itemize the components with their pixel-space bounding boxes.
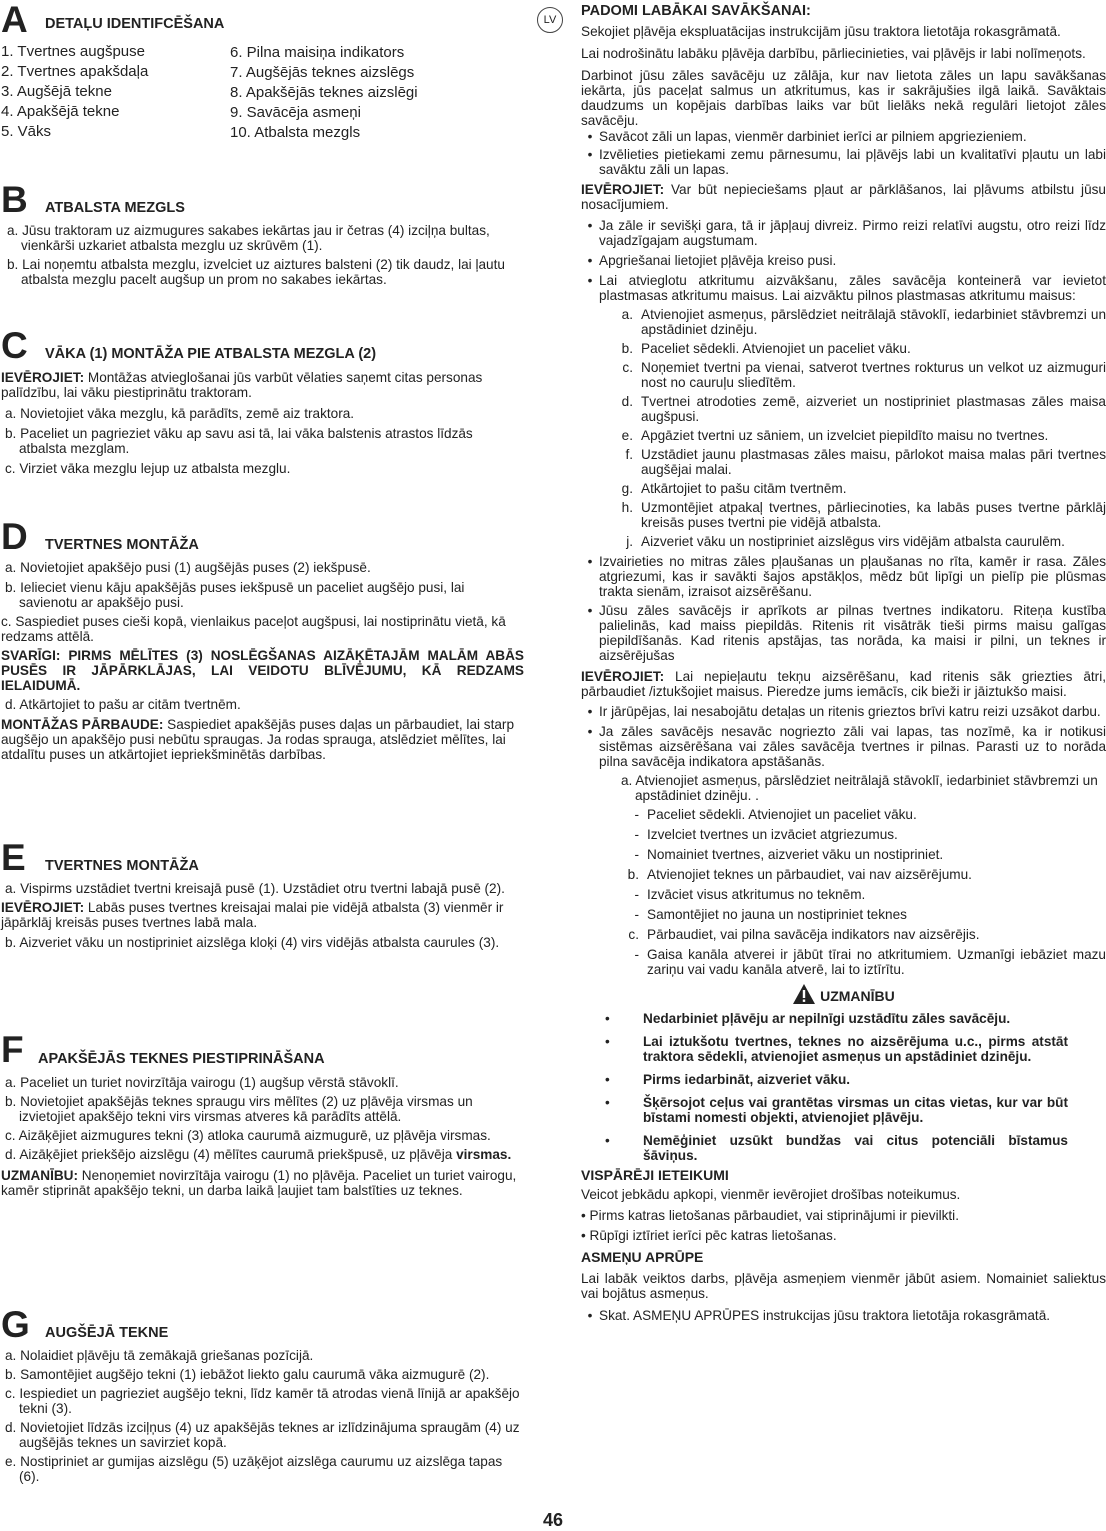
note-text: Montāžas atvieglošanai jūs varbūt vēlaties saņemt citas personas palīdzību, lai vāku piestiprinātu traktoram. xyxy=(1,370,483,400)
caution-item: • Šķērsojot ceļus vai grantētas virsmas un citas vietas, kur var būt bīstami nomesti objekti, atvienojiet pļāvēju. xyxy=(605,1095,1068,1125)
section-title: VĀKA (1) MONTĀŽA PIE ATBALSTA MEZGLA (2) xyxy=(45,346,377,362)
step-item: d. Tvertnei atrodoties zemē, aizveriet un nostipriniet plastmasas zāles maisa augšpusi. xyxy=(621,394,1106,424)
step-item: g. Atkārtojiet to pašu citām tvertnēm. xyxy=(621,481,847,496)
section-a-header xyxy=(0,0,528,40)
step-text-bold: virsmas. xyxy=(456,1147,512,1162)
section-title: APAKŠĒJĀS TEKNES PIESTIPRINĀŠANA xyxy=(38,1051,325,1067)
bullet-item: • Izvairieties no mitras zāles pļaušanas un pļaušanas no rīta, kamēr ir rasa. Zāles atgriezumi, kas ir savākti šajos apstākļos, mēdz būt lipīgi un pielīp pie plūsmas trakta sienām, izraisot aizsērēšanu. xyxy=(587,554,1106,599)
section-e-body xyxy=(1,881,523,950)
step-item: b. Samontējiet augšējo tekni (1) iebāžot liekto galu caurumā vāka aizmugurē (2). xyxy=(5,1367,490,1382)
step-item: b. Paceliet sēdekli. Atvienojiet un paceliet vāku. xyxy=(621,341,911,356)
section-e-header xyxy=(0,838,528,878)
page-number: 46 xyxy=(542,1510,564,1530)
step-item xyxy=(1,1147,524,1162)
clog-step: a. Atvienojiet asmeņus, pārslēdziet neitrālajā stāvoklī, iedarbiniet stāvbremzi un apstādiniet dzinēju. . xyxy=(621,773,1098,803)
step-item: j. Aizveriet vāku un nostipriniet aizslēgus virs vidējām atbalsta caurulēm. xyxy=(626,534,1065,549)
section-c-body xyxy=(1,370,523,476)
part-item: 7. Augšējās teknes aizslēgs xyxy=(230,64,415,81)
step-item: e. Nostipriniet ar gumijas aizslēgu (5) uzāķējot aizslēga caurumu uz aizslēga tapas (6). xyxy=(5,1454,503,1484)
tips-block xyxy=(581,3,1106,1323)
section-letter: A xyxy=(1,0,28,40)
paragraph: Darbinot jūsu zāles savācēju uz zālāja, kur nav lietota zāles un lapu savākšanas iekārta, jūs paceļat salmus un atkritumus, kas ir sakrājušies ilgā laikā. Savāktais daudzums un kopējais darbības laiks var būt lielāks nekā regulāri lietojot zāles savācēju. xyxy=(581,68,1106,128)
section-f-header xyxy=(0,1030,528,1070)
section-letter: G xyxy=(1,1304,30,1345)
step-item: b. Aizveriet vāku un nostipriniet aizslēga kloķi (4) virs vidējās atbalsta caurules (3). xyxy=(5,935,500,950)
caution-item: • Nemēģiniet uzsūkt bundžas vai citus potenciāli bīstamus šāviņus. xyxy=(605,1133,1068,1163)
clog-item: - Nomainiet tvertnes, aizveriet vāku un nostipriniet. xyxy=(634,847,944,862)
section-letter: F xyxy=(1,1029,24,1070)
note-label: IEVĒROJIET: xyxy=(581,669,665,684)
note-text: Var būt nepieciešams pļaut ar pārklāšanos, lai pļāvums atbilstu jūsu nosacījumiem. xyxy=(581,182,1106,212)
clog-item: b. Atvienojiet teknes un pārbaudiet, vai nav aizsērējumu. xyxy=(627,867,972,882)
section-d-header xyxy=(0,517,528,557)
parts-list-right xyxy=(230,43,520,143)
step-item: d. Atkārtojiet to pašu ar citām tvertnēm. xyxy=(5,697,241,712)
section-title: TVERTNES MONTĀŽA xyxy=(45,537,199,553)
bullet-item: • Skat. ASMEŅU APRŪPES instrukcijas jūsu traktora lietotāja rokasgrāmatā. xyxy=(587,1308,1051,1323)
bullet-item: • Apgriešanai lietojiet pļāvēja kreiso pusi. xyxy=(587,253,837,268)
part-item: 4. Apakšējā tekne xyxy=(1,103,120,120)
note-label: IEVĒROJIET: xyxy=(581,182,665,197)
clog-item: - Gaisa kanāla atverei ir jābūt tīrai no atkritumiem. Uzmanīgi iebāziet mazu zariņu vai vadu kanāla atverē, lai to iztīrītu. xyxy=(634,947,1106,977)
step-item: a. Novietojiet apakšējo pusi (1) augšējās puses (2) iekšpusē. xyxy=(5,560,371,575)
list-item: • Pirms katras lietošanas pārbaudiet, vai stiprinājumi ir pievilkti. xyxy=(581,1208,959,1223)
step-item: b. Novietojiet apakšējās teknes spraugu virs mēlītes (2) uz pļāvēja virsmas un izvietojiet apakšējo tekni virs virsmas atveres kā parādīts attēlā. xyxy=(5,1094,473,1124)
language-badge: LV xyxy=(537,7,563,33)
general-heading: VISPĀRĒJI IETEIKUMI xyxy=(581,1167,729,1183)
step-item: a. Jūsu traktoram uz aizmugures sakabes iekārtas jau ir četras (4) izciļņa bultas, vienkārši uzkariet atbalsta mezglu uz skrūvēm (1). xyxy=(7,223,490,253)
step-item: b. Lai noņemtu atbalsta mezglu, izvelciet uz aiztures balsteni (2) tik daudz, lai ļautu atbalsta mezglu pacelt augšup un prom no sakabes iekārtas. xyxy=(7,257,505,287)
step-item: b. Paceliet un pagrieziet vāku ap savu asi tā, lai vāka balstenis atrastos līdzās atbalsta mezglam. xyxy=(5,426,473,456)
bag-steps xyxy=(581,307,1106,549)
step-item: h. Uzmontējiet atpakaļ tvertnes, pārliecinoties, ka labās puses tvertne pārklāj kreisās puses tvertni pie vidējā atbalsta. xyxy=(621,500,1106,530)
note xyxy=(581,182,1106,212)
list-item: • Rūpīgi iztīriet ierīci pēc katras lietošanas. xyxy=(581,1228,837,1243)
caution-note xyxy=(1,1168,524,1198)
section-letter: E xyxy=(1,837,26,878)
bullet-item: • Lai atvieglotu atkritumu aizvākšanu, zāles savācēja konteinerā var ievietot plastmasas atkritumu maisus. Lai aizvāktu pilnos plastmasas atkritumu maisus: xyxy=(587,273,1106,303)
paragraph: Lai labāk veiktos darbs, pļāvēja asmeņiem vienmēr jābūt asiem. Nomainiet saliektus vai bojātus asmeņus. xyxy=(581,1271,1106,1301)
clog-item: - Samontējiet no jauna un nostipriniet teknes xyxy=(634,907,907,922)
part-item: 3. Augšējā tekne xyxy=(1,83,112,100)
clog-item: - Izvelciet tvertnes un izvāciet atgriezumus. xyxy=(634,827,898,842)
section-b-header xyxy=(0,180,528,220)
caution-item: • Nedarbiniet pļāvēju ar nepilnīgi uzstādītu zāles savācēju. xyxy=(605,1011,1011,1026)
note xyxy=(581,669,1106,699)
section-d-body xyxy=(1,560,524,762)
part-item: 10. Atbalsta mezgls xyxy=(230,124,361,141)
bullet-item: • Ja zāles savācējs nesavāc nogriezto zāli vai lapas, tas nozīmē, ka ir notikusi sistēmas aizsērēšana vai zāles savācēja tvertnes ir pilnas. Parasti uz to norāda pilna savācēja indikatora apstāšanās. xyxy=(587,724,1106,769)
warning-icon xyxy=(792,983,816,1005)
blade-heading: ASMEŅU APRŪPE xyxy=(581,1249,704,1265)
clog-item: - Izvāciet visus atkritumus no teknēm. xyxy=(634,887,866,902)
step-item: b. Ielieciet vienu kāju apakšējās puses iekšpusē un paceliet augšējo pusi, lai savienotu ar apakšējo pusi. xyxy=(5,580,465,610)
part-item: 2. Tvertnes apakšdaļa xyxy=(1,63,149,80)
step-item: a. Novietojiet vāka mezglu, kā parādīts, zemē aiz traktora. xyxy=(5,406,355,421)
caution-item: • Pirms iedarbināt, aizveriet vāku. xyxy=(605,1072,851,1087)
tips-heading: PADOMI LABĀKAI SAVĀKŠANAI: xyxy=(581,3,811,19)
note-text: Labās puses tvertnes kreisajai malai pie vidējā atbalsta (3) vienmēr ir jāpārklāj kreisās puses tvertnes labā mala. xyxy=(1,900,504,930)
section-title: AUGŠĒJĀ TEKNE xyxy=(45,1325,169,1341)
paragraph: Lai nodrošinātu labāku pļāvēja darbību, pārliecinieties, vai pļāvējs ir labi nolīmeņots. xyxy=(581,46,1086,61)
section-title: ATBALSTA MEZGLS xyxy=(45,200,185,216)
caution-item: • Lai iztukšotu tvertnes, teknes no aizsērējuma u.c., pirms atstāt traktora sēdekli, atvienojiet asmeņus un apstādiniet dzinēju. xyxy=(605,1034,1068,1064)
paragraph: Veicot jebkādu apkopi, vienmēr ievērojiet drošības noteikumus. xyxy=(581,1187,961,1202)
section-g-header xyxy=(0,1305,528,1345)
note xyxy=(1,370,523,400)
caution-title: UZMANĪBU xyxy=(581,983,1106,1005)
part-item: 8. Apakšējās teknes aizslēgi xyxy=(230,84,418,101)
clog-item: - Paceliet sēdekli. Atvienojiet un paceliet vāku. xyxy=(634,807,917,822)
parts-list-left xyxy=(1,42,221,142)
section-letter: C xyxy=(1,325,28,366)
step-item: c. Virziet vāka mezglu lejup uz atbalsta mezglu. xyxy=(5,461,291,476)
part-item: 9. Savācēja asmeņi xyxy=(230,104,361,121)
note xyxy=(1,900,523,930)
note-label: IEVĒROJIET: xyxy=(1,900,85,915)
note-label: IEVĒROJIET: xyxy=(1,370,85,385)
section-c-header xyxy=(0,326,528,366)
section-title: TVERTNES MONTĀŽA xyxy=(45,858,199,874)
section-letter: D xyxy=(1,516,28,557)
clog-steps xyxy=(581,807,1106,977)
part-item: 1. Tvertnes augšpuse xyxy=(1,43,145,60)
bullet-item: • Savācot zāli un lapas, vienmēr darbiniet ierīci ar pilniem apgriezieniem. xyxy=(587,129,1027,144)
important-note: SVARĪGI: PIRMS MĒLĪTES (3) NOSLĒGŠANAS AIZĀĶĒTAJĀM MALĀM ABĀS PUSĒS IR JĀPĀRKLĀJAS, LAI VEIDOTU BLĪVĒJUMU, KĀ REDZAMS IELAIDUMĀ. xyxy=(1,648,524,693)
section-f-body xyxy=(1,1075,524,1198)
bullet-item: • Jūsu zāles savācējs ir aprīkots ar pilnas tvertnes indikatoru. Riteņa kustība palielinās, kad maiss piepildās. Ritenis rit visātrāk tieši pirms maisu galīgas piepildīšanās. Kad ritenis apstājas, tas norāda, ka maisi ir pilni, un teknes ir aizsērējušas xyxy=(587,603,1106,663)
step-item: a. Atvienojiet asmeņus, pārslēdziet neitrālajā stāvoklī, iedarbiniet stāvbremzi un apstādiniet dzinēju. xyxy=(621,307,1106,337)
step-item: a. Nolaidiet pļāvēju tā zemākajā griešanas pozīcijā. xyxy=(5,1348,314,1363)
step-item: f. Uzstādiet jaunu plastmasas zāles maisu, pārlokot maisa malas pāri tvertnes augšējai malai. xyxy=(625,447,1106,477)
step-item: e. Apgāziet tvertni uz sāniem, un izvelciet piepildīto maisu no tvertnes. xyxy=(621,428,1049,443)
bullet-item: • Ir jārūpējas, lai nesabojātu detaļas un ritenis grieztos brīvi katru reizi uzsākot darbu. xyxy=(587,704,1101,719)
part-item: 5. Vāks xyxy=(1,123,52,140)
caution-label: UZMANĪBU: xyxy=(1,1168,79,1183)
paragraph: Sekojiet pļāvēja ekspluatācijas instrukcijām jūsu traktora lietotāja rokasgrāmatā. xyxy=(581,24,1061,39)
step-item: d. Novietojiet līdzās izciļņus (4) uz apakšējās teknes ar izlīdzinājuma spraugām (4) uz augšējās teknes un savirziet kopā. xyxy=(5,1420,520,1450)
check-text: Saspiediet apakšējās puses daļas un pārbaudiet, lai starp augšējo un apakšējo pusi nebūtu spraugas. Ja rodas sprauga, atslēdziet mēlītes, lai atdalītu puses un atkārtojiet iepriekšminētās darbības. xyxy=(1,717,515,762)
step-item: a. Paceliet un turiet novirzītāja vairogu (1) augšup vērstā stāvoklī. xyxy=(5,1075,399,1090)
part-item: 6. Pilna maisiņa indikators xyxy=(230,44,405,61)
bullet-item: • Ja zāle ir sevišķi gara, tā ir jāpļauj divreiz. Pirmo reizi relatīvi augstu, otro reizi līdz vajadzīgajam augstumam. xyxy=(587,218,1106,248)
check-label: MONTĀŽAS PĀRBAUDE: xyxy=(1,717,164,732)
bullet-item: • Izvēlieties pietiekami zemu pārnesumu, lai pļāvējs labi un kvalitatīvi pļautu un labi savāktu zāli un lapas. xyxy=(587,147,1106,177)
step-item: c. Aizāķējiet aizmugures tekni (3) atloka caurumā aizmugurē, uz pļāvēja virsmas. xyxy=(5,1128,491,1143)
step-item: c. Iespiediet un pagrieziet augšējo tekni, līdz kamēr tā atrodas vienā līnijā ar apakšējo tekni (3). xyxy=(5,1386,520,1416)
step-text: d. Aizāķējiet priekšējo aizslēgu (4) mēlītes caurumā priekšpusē, uz pļāvēja xyxy=(5,1147,457,1162)
section-letter: B xyxy=(1,179,28,220)
section-b-body xyxy=(3,223,525,287)
step-item: c. Saspiediet puses cieši kopā, vienlaikus paceļot augšpusi, lai nostiprinātu vietā, kā redzams attēlā. xyxy=(1,614,506,644)
note-text: Lai nepieļautu tekņu aizsērēšanu, kad ritenis sāk griezties ātri, pārbaudiet /iztukšojiet maisus. Pieredze jums iemācīs, cik bieži ir jāiztukšo maisi. xyxy=(581,669,1106,699)
step-item: c. Noņemiet tvertni pa vienai, satverot tvertnes rokturus un velkot uz aizmuguri nost no cauruļu sliedītēm. xyxy=(622,360,1106,390)
caution-list xyxy=(581,1011,1106,1163)
section-g-body xyxy=(1,1348,524,1484)
step-item: a. Vispirms uzstādiet tvertni kreisajā pusē (1). Uzstādiet otru tvertni labajā pusē (2). xyxy=(5,881,505,896)
caution-text: Nenoņemiet novirzītāja vairogu (1) no pļāvēja. Paceliet un turiet vairogu, kamēr stiprināt apakšējo tekni, un darba laikā ļaujiet tam balstīties uz teknes. xyxy=(1,1168,517,1198)
clog-item: c. Pārbaudiet, vai pilna savācēja indikators nav aizsērējis. xyxy=(628,927,980,942)
check-note xyxy=(1,717,524,762)
section-title: DETAĻU IDENTIFCĒŠANA xyxy=(45,16,225,32)
